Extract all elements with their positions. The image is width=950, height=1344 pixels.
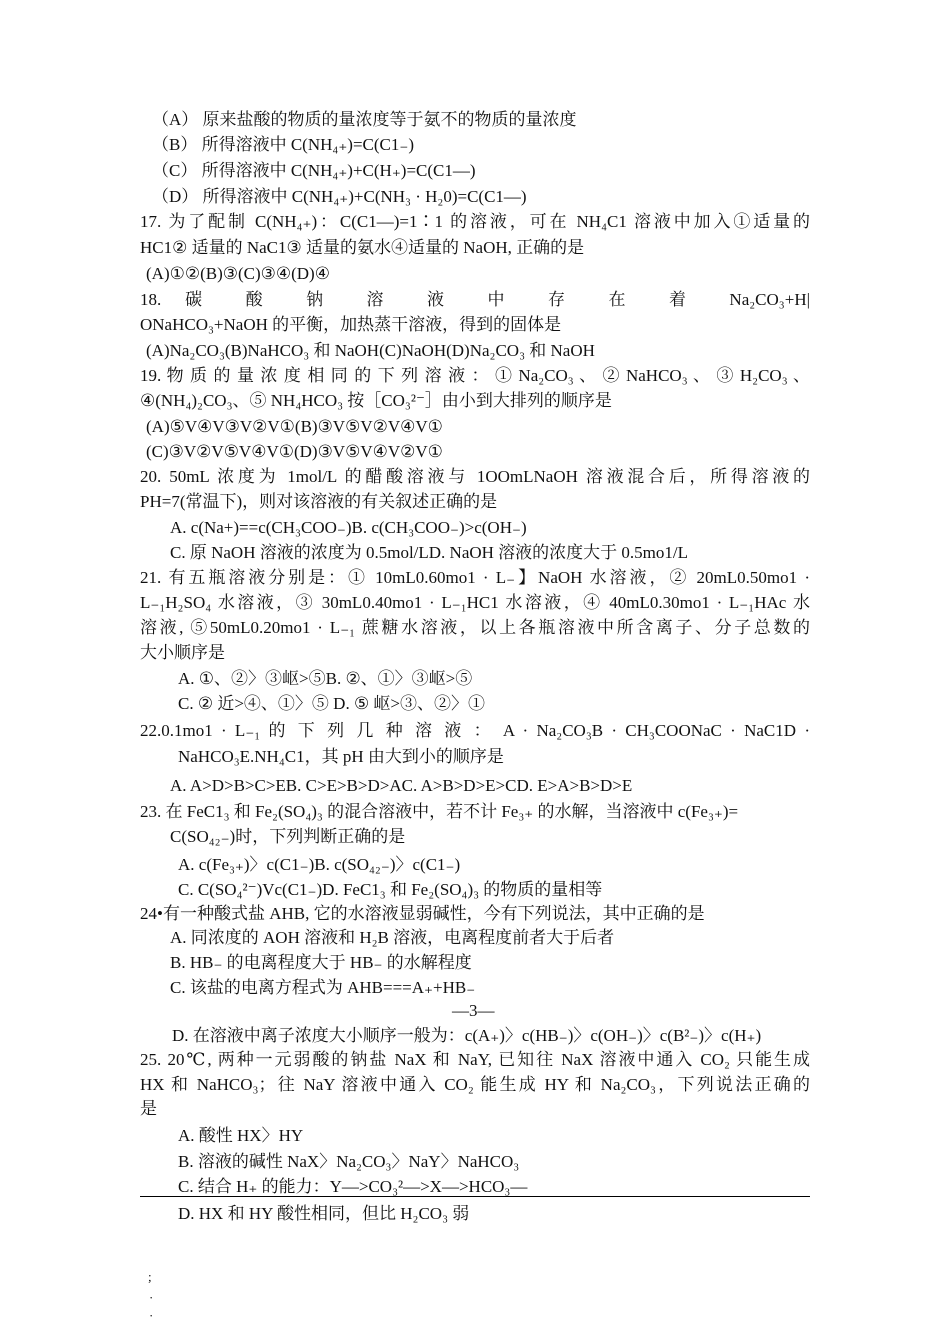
question-23-line-1: 23. 在 FeC1₃ 和 Fe₂(SO₄)₃ 的混合溶液中，若不计 Fe₃₊ 的水解，当溶液中 c(Fe₃₊)= <box>140 802 739 821</box>
question-21-options-ab: A. ①、②〉③岖>⑤B. ②、①〉③岖>⑤ <box>178 669 473 688</box>
margin-mark: · <box>149 1308 154 1323</box>
question-20-options-ab: A. c(Na+)==c(CH₃COO₋)B. c(CH₃COO₋)>c(OH₋) <box>170 518 527 537</box>
question-23-options-ab: A. c(Fe₃₊)〉c(C1₋)B. c(SO₄₂₋)〉c(C1₋) <box>178 855 461 874</box>
question-19-line-1: 19. 物 质 的 量 浓 度 相 同 的 下 列 溶 液 ： ① Na₂CO₃ 、 ② NaHCO₃ 、 ③ H₂CO₃ 、 <box>140 366 810 385</box>
question-24-line-1: 24•有一种酸式盐 AHB, 它的水溶液显弱碱性，今有下列说法，其中正确的是 <box>140 904 705 923</box>
question-18-line-1: 18. 碳 酸 钠 溶 液 中 存 在 着 Na₂CO₃+H| <box>140 290 810 309</box>
question-24-option-a: A. 同浓度的 AOH 溶液和 H₂B 溶液，电离程度前者大于后者 <box>170 928 615 947</box>
question-20-line-1: 20. 50mL 浓度为 1mol/L 的醋酸溶液与 1OOmLNaOH 溶液混合后，所得溶液的 <box>140 467 810 486</box>
question-21-line-1: 21. 有五瓶溶液分别是：① 10mL0.60mo1 · L₋】NaOH 水溶液，② 20mL0.50mo1 · <box>140 568 810 587</box>
question-17-options: (A)①②(B)③(C)③④(D)④ <box>146 264 330 283</box>
question-17-line-1: 17. 为了配制 C(NH₄₊)：C(C1—)=1∶1 的溶液，可在 NH₄C1 溶液中加入①适量的 <box>140 212 810 231</box>
question-25-line-2: HX 和 NaHCO₃；往 NaY 溶液中通入 CO₂ 能生成 HY 和 Na₂CO₃，下列说法正确的 <box>140 1075 810 1094</box>
option-16b: （B） 所得溶液中 C(NH₄₊)=C(C1₋) <box>152 135 415 154</box>
page-number: —3— <box>452 1001 495 1020</box>
question-25-line-3: 是 <box>140 1099 157 1118</box>
question-25-option-d: D. HX 和 HY 酸性相同，但比 H₂CO₃ 弱 <box>178 1204 470 1223</box>
question-19-line-2: ④(NH₄)₂CO₃、⑤ NH₄HCO₃ 按［CO₃²⁻］由小到大排列的顺序是 <box>140 391 612 410</box>
margin-mark: ; <box>148 1269 152 1284</box>
question-17-line-2: HC1② 适量的 NaC1③ 适量的氨水④适量的 NaOH, 正确的是 <box>140 238 585 257</box>
question-20-options-cd: C. 原 NaOH 溶液的浓度为 0.5mol/LD. NaOH 溶液的浓度大于 0.5mo1/L <box>170 543 689 562</box>
question-25-line-1: 25. 20℃, 两种一元弱酸的钠盐 NaX 和 NaY, 已知往 NaX 溶液中通入 CO₂ 只能生成 <box>140 1050 810 1069</box>
question-19-options-cd: (C)③V②V⑤V④V①(D)③V⑤V④V②V① <box>146 442 443 461</box>
question-21-line-4: 大小顺序是 <box>140 643 225 662</box>
question-18-line-2: ONaHCO₃+NaOH 的平衡，加热蒸干溶液，得到的固体是 <box>140 315 562 334</box>
question-21-options-cd: C. ② 近>④、①〉⑤ D. ⑤ 岖>③、②〉① <box>178 694 486 713</box>
option-16d: （D） 所得溶液中 C(NH₄₊)+C(NH₃ · H₂0)=C(C1—) <box>152 187 527 206</box>
question-24-option-b: B. HB₋ 的电离程度大于 HB₋ 的水解程度 <box>170 953 472 972</box>
horizontal-rule <box>140 1196 810 1197</box>
question-22-line-2: NaHCO₃E.NH₄C1，其 pH 由大到小的顺序是 <box>178 747 504 766</box>
question-23-options-cd: C. C(SO₄²⁻)Vc(C1₋)D. FeC1₃ 和 Fe₂(SO₄)₃ 的物质的量相等 <box>178 880 603 899</box>
question-21-line-2: L₋₁H₂SO₄ 水溶液，③ 30mL0.40mo1 · L₋₁HC1 水溶液，④ 40mL0.30mo1 · L₋₁HAc 水 <box>140 593 810 612</box>
question-21-line-3: 溶液, ⑤50mL0.20mo1 · L₋₁ 蔗糖水溶液，以上各瓶溶液中所含离子、分子总数的 <box>140 618 810 637</box>
question-25-option-b: B. 溶液的碱性 NaX〉Na₂CO₃〉NaY〉NaHCO₃ <box>178 1152 520 1171</box>
question-24-option-d: D. 在溶液中离子浓度大小顺序一般为：c(A₊)〉c(HB₋)〉c(OH₋)〉c(B²₋)〉c(H₊) <box>172 1026 762 1045</box>
question-18-options: (A)Na₂CO₃(B)NaHCO₃ 和 NaOH(C)NaOH(D)Na₂CO₃ 和 NaOH <box>146 341 595 360</box>
option-16c: （C） 所得溶液中 C(NH₄₊)+C(H₊)=C(C1—) <box>152 161 476 180</box>
question-22-line-1: 22.0.1mo1 · L₋₁ 的 下 列 几 种 溶 液 ： A · Na₂CO₃B · CH₃COONaC · NaC1D · <box>140 721 810 740</box>
question-22-options: A. A>D>B>C>EB. C>E>B>D>AC. A>B>D>E>CD. E>A>B>D>E <box>170 776 633 795</box>
question-19-options-ab: (A)⑤V④V③V②V①(B)③V⑤V②V④V① <box>146 417 443 436</box>
option-16a: （A） 原来盐酸的物质的量浓度等于氨不的物质的量浓度 <box>152 110 577 129</box>
question-24-option-c: C. 该盐的电离方程式为 AHB===A₊+HB₋ <box>170 978 476 997</box>
margin-mark: · <box>149 1290 154 1305</box>
question-23-line-2: C(SO₄₂₋)时，下列判断正确的是 <box>170 827 406 846</box>
question-20-line-2: PH=7(常温下)，则对该溶液的有关叙述正确的是 <box>140 492 498 511</box>
question-25-option-a: A. 酸性 HX〉HY <box>178 1126 304 1145</box>
question-25-option-c: C. 结合 H₊ 的能力：Y—>CO₃²—>X—>HCO₃— <box>178 1177 528 1196</box>
